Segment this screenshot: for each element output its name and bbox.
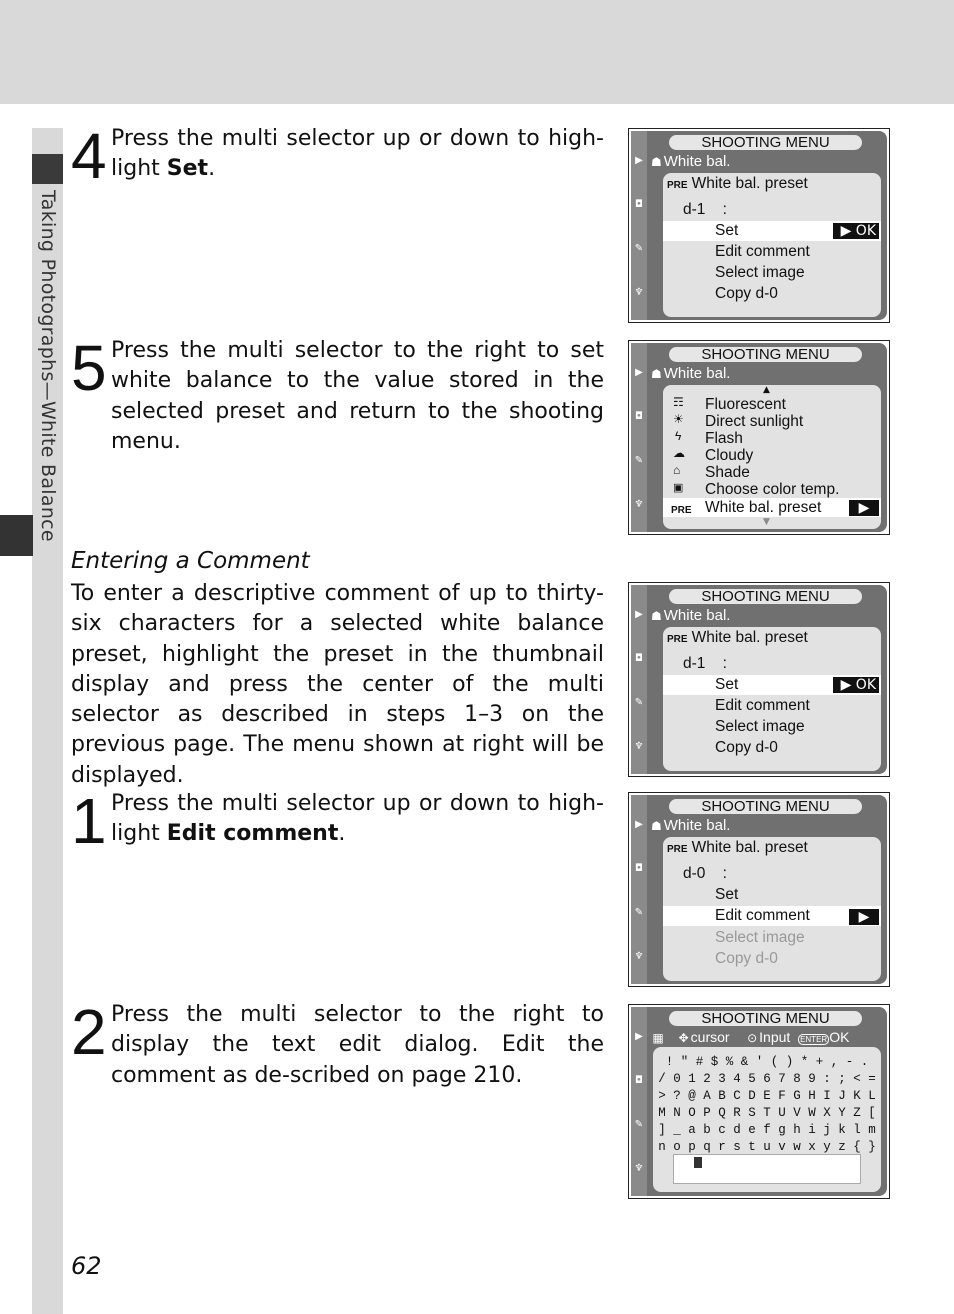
wrench-icon: ♆ xyxy=(634,741,644,752)
menu-item-select-image[interactable]: Select image xyxy=(715,718,805,735)
camera-screen: ▶ ◘ ✎ ♆ SHOOTING MENU ☗ White bal. PRE White bal. preset d-1 : Set ▶ OK Edit comment Select image Copy d-0 xyxy=(628,582,890,777)
camera-screen xyxy=(628,1004,890,1199)
slot-label: d-1 : xyxy=(683,201,727,218)
camera-icon: ◘ xyxy=(635,199,643,210)
shade-icon: ⌂ xyxy=(673,463,681,477)
pencil-icon: ✎ xyxy=(634,455,644,466)
grid-icon: ▦ xyxy=(652,1031,664,1045)
step-number: 4 xyxy=(71,120,107,192)
play-icon: ▶ xyxy=(635,1031,643,1042)
page-number: 62 xyxy=(71,1252,102,1280)
pencil-icon: ✎ xyxy=(634,697,644,708)
slot-label: d-0 : xyxy=(683,865,727,882)
pencil-icon: ✎ xyxy=(634,907,644,918)
wrench-icon: ♆ xyxy=(634,1163,644,1174)
wrench-icon: ♆ xyxy=(634,951,644,962)
white-balance-icon: ☗ xyxy=(651,609,662,623)
menu-subtitle: ☗ White bal. xyxy=(651,153,731,170)
char-row[interactable]: M N O P Q R S T U V W X Y Z [ xyxy=(658,1106,876,1120)
char-row[interactable]: n o p q r s t u v w x y z { } xyxy=(658,1140,876,1154)
menu-title: SHOOTING MENU xyxy=(669,135,862,150)
ok-indicator: ▶ OK xyxy=(833,677,879,693)
scroll-up-icon: ▲ xyxy=(763,385,770,395)
slot-label: d-1 : xyxy=(683,655,727,672)
step-text: Press the multi selector to the right to display the text edit dialog. Edit the comment as de-scribed on page 210. xyxy=(111,1002,604,1088)
white-balance-icon: ☗ xyxy=(651,155,662,169)
flash-icon: ϟ xyxy=(675,429,682,443)
wrench-icon: ♆ xyxy=(634,499,644,510)
section-heading: Entering a Comment xyxy=(71,548,310,574)
menu-item-set[interactable]: Set xyxy=(715,222,739,239)
preset-label: White bal. preset xyxy=(691,629,808,646)
sun-icon: ☀ xyxy=(673,412,684,426)
char-row[interactable]: ! " # $ % & ' ( ) * + , - . xyxy=(665,1055,869,1069)
comment-input[interactable] xyxy=(673,1154,861,1184)
menu-subtitle: ☗ White bal. xyxy=(651,817,731,834)
menu-title: SHOOTING MENU xyxy=(669,799,862,814)
char-row[interactable]: > ? @ A B C D E F G H I J K L xyxy=(658,1089,876,1103)
camera-icon: ◘ xyxy=(635,1075,643,1086)
pre-tag: PRE xyxy=(671,505,692,516)
text-edit-hints: ▦ ✥ cursor ⊙ Input ENTER OK xyxy=(652,1029,850,1045)
menu-item-preset[interactable]: White bal. preset xyxy=(705,499,822,516)
menu-item-select-image: Select image xyxy=(715,929,805,946)
pencil-icon: ✎ xyxy=(634,1119,644,1130)
step-number: 1 xyxy=(71,785,107,857)
pencil-icon: ✎ xyxy=(634,243,644,254)
play-icon: ▶ xyxy=(635,609,643,620)
menu-item-copy: Copy d-0 xyxy=(715,950,778,967)
menu-item[interactable]: Shade xyxy=(705,464,750,481)
menu-item-set[interactable]: Set xyxy=(715,886,739,903)
right-arrow-icon: ▶ xyxy=(849,909,879,925)
menu-item[interactable]: Direct sunlight xyxy=(705,413,804,430)
chapter-tab xyxy=(0,515,33,556)
scroll-down-icon: ▼ xyxy=(763,517,770,527)
top-band xyxy=(0,0,954,104)
menu-item[interactable]: Fluorescent xyxy=(705,396,786,413)
menu-title: SHOOTING MENU xyxy=(669,589,862,604)
camera-screen: ▶ ◘ ✎ ♆ SHOOTING MENU ☗ White bal. PRE White bal. preset d-1 : Set ▶ OK Edit comment Select image Copy d-0 xyxy=(628,128,890,323)
section-body: To enter a descriptive comment of up to thirty-six characters for a selected white balance preset, highlight the preset in the thumbnail display and press the center of the multi selector as described in steps 1–3 on the previous page. The menu shown at right will be displayed. xyxy=(71,581,604,788)
menu-subtitle: ☗ White bal. xyxy=(651,365,731,382)
play-icon: ▶ xyxy=(635,819,643,830)
menu-item-edit-comment[interactable]: Edit comment xyxy=(715,907,810,924)
enter-icon: ENTER xyxy=(800,1035,828,1044)
camera-screen: ▶ ◘ ✎ ♆ SHOOTING MENU ☗ White bal. PRE White bal. preset d-0 : Set Edit comment ▶ Select image Copy d-0 xyxy=(628,792,890,987)
menu-item[interactable]: Choose color temp. xyxy=(705,481,840,498)
char-row[interactable]: / 0 1 2 3 4 5 6 7 8 9 : ; < = xyxy=(658,1072,876,1086)
menu-title: SHOOTING MENU xyxy=(669,347,862,362)
chapter-title: Taking Photographs—White Balance xyxy=(37,190,59,542)
wrench-icon: ♆ xyxy=(634,287,644,298)
white-balance-icon xyxy=(32,154,63,184)
menu-item-select-image[interactable]: Select image xyxy=(715,264,805,281)
menu-item-copy[interactable]: Copy d-0 xyxy=(715,739,778,756)
preset-label: White bal. preset xyxy=(691,839,808,856)
right-arrow-icon: ▶ xyxy=(849,500,879,516)
text-cursor xyxy=(694,1157,702,1168)
step-number: 2 xyxy=(71,996,107,1068)
menu-item-set[interactable]: Set xyxy=(715,676,739,693)
step-text: Press the multi selector up or down to high-light Set. xyxy=(111,126,604,182)
menu-item[interactable]: Cloudy xyxy=(705,447,754,464)
menu-item[interactable]: Flash xyxy=(705,430,743,447)
play-icon: ▶ xyxy=(635,367,643,378)
step-text: Press the multi selector to the right to set white balance to the value stored in the selected preset and return to the shooting menu. xyxy=(111,338,604,454)
camera-screen xyxy=(628,340,890,535)
white-balance-icon: ☗ xyxy=(651,819,662,833)
preset-label: White bal. preset xyxy=(691,175,808,192)
menu-item-edit-comment[interactable]: Edit comment xyxy=(715,243,810,260)
camera-icon: ◘ xyxy=(635,411,643,422)
menu-subtitle: ☗ White bal. xyxy=(651,607,731,624)
white-balance-icon: ☗ xyxy=(651,367,662,381)
cloud-icon: ☁ xyxy=(673,446,685,460)
center-button-icon: ⊙ xyxy=(747,1031,758,1045)
step-text: Press the multi selector up or down to high-light Edit comment. xyxy=(111,791,604,847)
camera-icon: ◘ xyxy=(635,653,643,664)
menu-item-edit-comment[interactable]: Edit comment xyxy=(715,697,810,714)
char-row[interactable]: ] _ a b c d e f g h i j k l m xyxy=(658,1123,876,1137)
multi-selector-icon: ✥ xyxy=(678,1031,689,1045)
play-icon: ▶ xyxy=(635,155,643,166)
kelvin-icon: ▣ xyxy=(673,482,684,494)
menu-item-copy[interactable]: Copy d-0 xyxy=(715,285,778,302)
step-number: 5 xyxy=(71,332,107,404)
ok-indicator: ▶ OK xyxy=(833,223,879,239)
fluorescent-icon: ☶ xyxy=(673,395,684,409)
menu-title: SHOOTING MENU xyxy=(669,1011,862,1026)
camera-icon: ◘ xyxy=(635,863,643,874)
